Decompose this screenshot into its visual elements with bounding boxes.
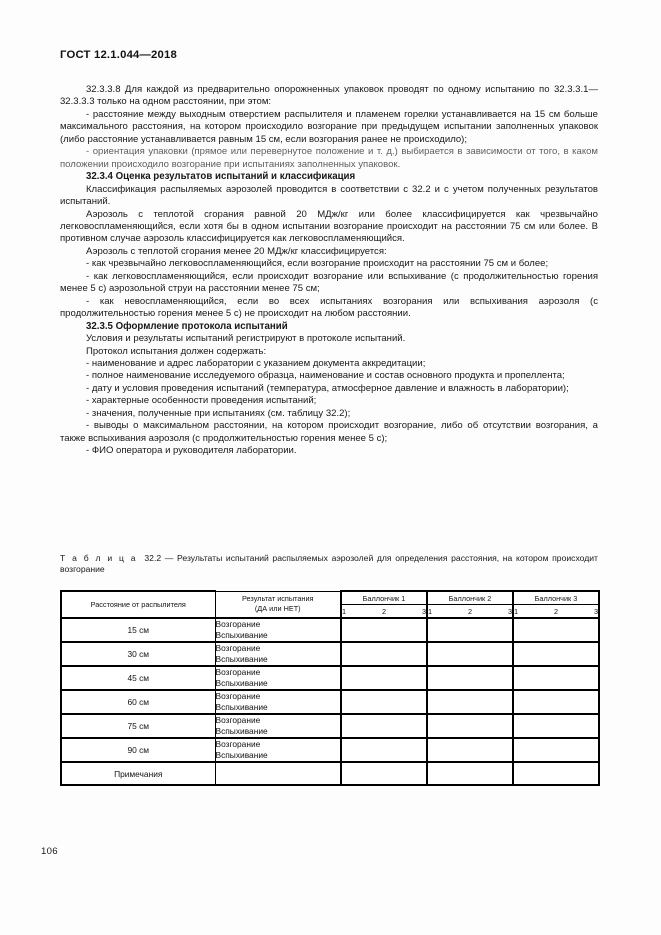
- bullet-sample-name: - полное наименование исследуемого образца, наименование и состав основного продукта и пропеллента;: [86, 370, 565, 382]
- cell-distance: 60 см: [61, 690, 215, 714]
- header-distance-from-sprayer: Расстояние от распылителя: [61, 591, 215, 618]
- table-head: [61, 591, 599, 618]
- trial-number-1-can-1: 1: [342, 606, 347, 616]
- result-label-flashing: Вспыхивание: [215, 678, 268, 688]
- cell-notes-can-3[interactable]: [513, 762, 599, 785]
- cell-can-2-results[interactable]: [427, 714, 513, 738]
- bullet-non-flammable: - как невоспламеняющийся, если во всех испытаниях возгорания или вспыхивания аэрозоля (с продолжительностью горения менее 5 с) не происходит на любом расстоянии.: [60, 295, 598, 320]
- header-trials-can-2: [427, 605, 513, 619]
- bullet-obtained-values: - значения, полученные при испытаниях (см. таблицу 32.2);: [86, 407, 351, 419]
- header-trials-can-1: [341, 605, 427, 619]
- cell-can-2-results[interactable]: [427, 690, 513, 714]
- bullet-extremely-flammable: - как чрезвычайно легковоспламеняющийся, если возгорание происходит на расстоянии 75 см и более;: [86, 258, 549, 270]
- table-row: [61, 666, 599, 690]
- table-row: [61, 738, 599, 762]
- paragraph-classification-basis: Классификация распыляемых аэрозолей проводится в соответствии с 32.2 и с учетом полученных результатов испытаний.: [60, 183, 598, 208]
- result-label-ignition: Возгорание: [215, 667, 261, 677]
- cell-can-1-results[interactable]: [341, 642, 427, 666]
- trial-number-3-can-2: 3: [507, 606, 512, 616]
- paragraph-aerosol-less-than-20: Аэрозоль с теплотой сгорания менее 20 МДж/кг классифицируется:: [86, 245, 387, 257]
- bullet-conclusions: - выводы о максимальном расстоянии, на котором происходит возгорание, либо об отсутствии возгорания, а также вспыхивания аэрозоля (с продолжительностью горения менее 5 с);: [60, 420, 598, 444]
- cell-notes-can-1[interactable]: [341, 762, 427, 785]
- body-text-column: [60, 84, 598, 458]
- paragraph-32-3-3-8: 32.3.3.8 Для каждой из предварительно опорожненных упаковок проводят по одному испытанию по 32.3.3.1—32.3.3.3 только на одном расстоянии, при этом:: [60, 84, 598, 108]
- trial-number-3-can-1: 3: [421, 606, 426, 616]
- heading-32-3-4: 32.3.4 Оценка результатов испытаний и классификация: [86, 171, 356, 183]
- result-label-ignition: Возгорание: [215, 691, 261, 701]
- table-caption-label: Т а б л и ц а: [60, 553, 138, 563]
- table-caption-text: Результаты испытаний распыляемых аэрозолей для определения расстояния, на котором происходит возгорание: [60, 553, 598, 575]
- cell-can-3-results[interactable]: [513, 666, 599, 690]
- bullet-laboratory-name: - наименование и адрес лаборатории с указанием документа аккредитации;: [86, 357, 426, 369]
- table-body: [61, 618, 599, 785]
- cell-can-2-results[interactable]: [427, 666, 513, 690]
- paragraph-conditions-recorded: Условия и результаты испытаний регистрируют в протоколе испытаний.: [86, 333, 406, 345]
- bullet-test-features: - характерные особенности проведения испытаний;: [86, 395, 317, 407]
- cell-result-labels: [215, 666, 341, 690]
- bullet-package-orientation: - ориентация упаковки (прямое или перевернутое положение и т. д.) выбирается в зависимости от того, в каком положении происходило возгорание при испытаниях заполненных упаковок.: [60, 146, 598, 170]
- table-row-notes: [61, 762, 599, 785]
- cell-result-labels: [215, 690, 341, 714]
- table-row: [61, 618, 599, 642]
- cell-result-labels: [215, 738, 341, 762]
- heading-32-3-5: 32.3.5 Оформление протокола испытаний: [86, 320, 288, 332]
- result-label-ignition: Возгорание: [215, 715, 261, 725]
- header-can-3: Баллончик 3: [513, 591, 599, 605]
- result-label-ignition: Возгорание: [215, 643, 261, 653]
- cell-result-labels: [215, 642, 341, 666]
- result-label-flashing: Вспыхивание: [215, 750, 268, 760]
- cell-distance: 90 см: [61, 738, 215, 762]
- cell-can-2-results[interactable]: [427, 738, 513, 762]
- cell-notes-can-2[interactable]: [427, 762, 513, 785]
- trial-number-2-can-1: 2: [381, 606, 387, 616]
- bullet-test-date-conditions: - дату и условия проведения испытаний (температура, атмосферное давление и влажность в лаборатории);: [86, 382, 569, 394]
- result-label-flashing: Вспыхивание: [215, 702, 268, 712]
- cell-can-1-results[interactable]: [341, 666, 427, 690]
- document-standard-header: ГОСТ 12.1.044—2018: [60, 49, 177, 61]
- paragraph-aerosol-20-or-more: Аэрозоль с теплотой сгорания равной 20 МДж/кг или более классифицируется как чрезвычайно легковоспламеняющийся, если хотя бы в одном испытании возгорание происходит на расстоянии 75 см или более. В противном случае аэрозоль классифицируется как легковоспламеняющийся.: [60, 208, 598, 245]
- cell-distance: 75 см: [61, 714, 215, 738]
- trial-number-2-can-2: 2: [467, 606, 473, 616]
- cell-can-3-results[interactable]: [513, 618, 599, 642]
- header-can-2: Баллончик 2: [427, 591, 513, 605]
- table-caption: [60, 553, 598, 576]
- bullet-operator-names: - ФИО оператора и руководителя лаборатории.: [86, 445, 297, 457]
- cell-distance: 30 см: [61, 642, 215, 666]
- trial-number-2-can-3: 2: [553, 606, 559, 616]
- results-table-container: [60, 590, 598, 786]
- result-label-flashing: Вспыхивание: [215, 654, 268, 664]
- cell-can-3-results[interactable]: [513, 690, 599, 714]
- header-trials-can-3: [513, 605, 599, 619]
- header-test-result-line1: Результат испытания: [241, 593, 314, 603]
- cell-can-3-results[interactable]: [513, 642, 599, 666]
- cell-notes-label: Примечания: [61, 762, 215, 785]
- cell-can-1-results[interactable]: [341, 690, 427, 714]
- cell-notes-value[interactable]: [215, 762, 341, 785]
- cell-can-3-results[interactable]: [513, 738, 599, 762]
- table-caption-number: 32.2: [144, 553, 162, 563]
- table-caption-dash: —: [164, 553, 174, 563]
- paragraph-protocol-contains: Протокол испытания должен содержать:: [86, 345, 267, 357]
- header-test-result-line2: (ДА или НЕТ): [254, 604, 301, 614]
- cell-distance: 45 см: [61, 666, 215, 690]
- trial-number-1-can-2: 1: [428, 606, 433, 616]
- table-row: [61, 642, 599, 666]
- result-label-flashing: Вспыхивание: [215, 630, 268, 640]
- bullet-distance-setting: - расстояние между выходным отверстием распылителя и пламенем горелки устанавливается на 15 см больше максимального расстояния, на котором происходило возгорание при предыдущем испытании заполненных упаковок (либо расстояние устанавливается равным 15 см, если возгорания ранее не происходило);: [60, 108, 598, 145]
- cell-distance: 15 см: [61, 618, 215, 642]
- table-row: [61, 690, 599, 714]
- cell-can-2-results[interactable]: [427, 642, 513, 666]
- header-can-1: Баллончик 1: [341, 591, 427, 605]
- trial-number-3-can-3: 3: [593, 606, 598, 616]
- header-test-result: [215, 591, 341, 618]
- cell-can-2-results[interactable]: [427, 618, 513, 642]
- cell-can-1-results[interactable]: [341, 714, 427, 738]
- table-row: [61, 714, 599, 738]
- cell-can-1-results[interactable]: [341, 618, 427, 642]
- bullet-flammable: - как легковоспламеняющийся, если происходит возгорание или вспыхивание (с продолжительностью горения менее 5 с) аэрозольной струи на расстоянии менее 75 см;: [60, 270, 598, 295]
- page-number: 106: [41, 846, 58, 857]
- test-results-table: [60, 590, 600, 786]
- table-header-row-top: [61, 591, 599, 605]
- cell-can-3-results[interactable]: [513, 714, 599, 738]
- result-label-flashing: Вспыхивание: [215, 726, 268, 736]
- result-label-ignition: Возгорание: [215, 619, 261, 629]
- cell-result-labels: [215, 714, 341, 738]
- trial-number-1-can-3: 1: [514, 606, 519, 616]
- cell-can-1-results[interactable]: [341, 738, 427, 762]
- cell-result-labels: [215, 618, 341, 642]
- result-label-ignition: Возгорание: [215, 739, 261, 749]
